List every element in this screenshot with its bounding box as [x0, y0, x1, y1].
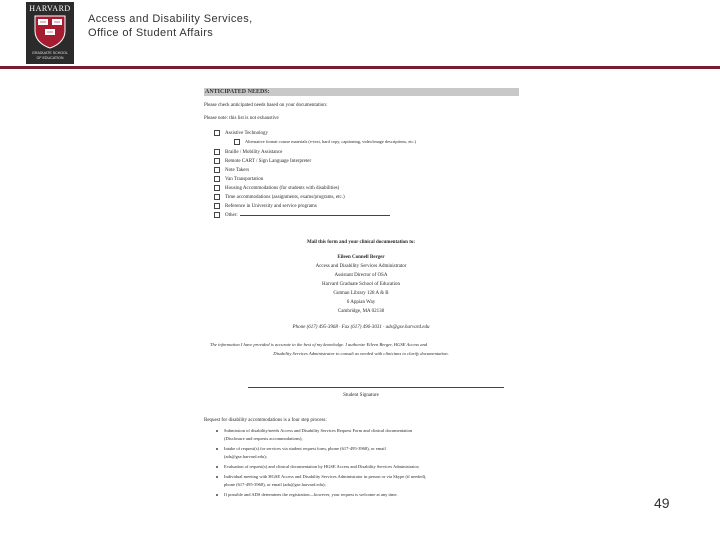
need-item-1: Alternative format course materials (e-text, hard copy, captioning, video/image descriptions, etc.): [234, 139, 416, 145]
checkbox-icon: [214, 149, 220, 155]
process-step: Individual meeting with HGSE Access and Disability Services Administrator in person or via Skype (if needed),: [216, 474, 426, 480]
bullet-icon: [216, 476, 218, 478]
header-title: [88, 12, 253, 40]
logo-subtitle-1: GRADUATE SCHOOL: [32, 51, 68, 55]
contact-line: Harvard Graduate School of Education: [321, 282, 401, 287]
need-item-7: Time accommodations (assignments, exams/programs, etc.): [214, 194, 345, 201]
logo-wordmark: HARVARD: [29, 4, 71, 13]
contact-line: Assistant Director of OSA: [334, 273, 388, 278]
signature-label: Student Signature: [343, 393, 379, 398]
bullet-icon: [216, 430, 218, 432]
checkbox-icon: [214, 167, 220, 173]
disclaimer-line-1: The information I have provided is accurate to the best of my knowledge. I authorize Eileen Berger, HGSE Access and: [210, 342, 428, 347]
process-step-cont: phone (617-495-3968), or email (ads@gse.harvard.edu);: [224, 482, 326, 487]
process-step-cont: (Disclosure and requests accommodations);: [224, 436, 303, 441]
checkbox-icon: [214, 130, 220, 136]
need-item-3: Remote CART / Sign Language Interpreter: [214, 158, 311, 165]
process-step: If possible and ADS determines the registration—however, your request is welcome at any time.: [216, 492, 398, 498]
need-item-2: Braille / Mobility Assistance: [214, 149, 282, 156]
harvard-gse-logo: [26, 2, 74, 64]
checkbox-icon: [214, 203, 220, 209]
header-title-line-1: Access and Disability Services,: [88, 13, 253, 25]
checkbox-icon: [214, 212, 220, 218]
contact-line: Gutman Library 128 A & B: [333, 291, 389, 296]
checkbox-icon: [214, 158, 220, 164]
header-title-line-2: Office of Student Affairs: [88, 27, 214, 39]
contact-name: Eileen Connell Berger: [337, 255, 385, 260]
logo-subtitle-2: OF EDUCATION: [36, 56, 64, 60]
bullet-icon: [216, 466, 218, 468]
contact-line: Cambridge, MA 02138: [337, 309, 385, 314]
shield-icon: [34, 15, 66, 49]
process-heading: Request for disability accommodations is a four step process:: [204, 418, 327, 423]
form-intro-1: Please check anticipated needs based on your documentation:: [204, 103, 328, 108]
need-item-4: Note Takers: [214, 167, 249, 174]
need-item-0: Assistive Technology: [214, 130, 268, 137]
bullet-icon: [216, 494, 218, 496]
need-item-9: Other:: [214, 212, 390, 219]
checkbox-icon: [214, 194, 220, 200]
need-item-5: Van Transportation: [214, 176, 263, 183]
slide-header: [0, 0, 720, 66]
process-step: Submission of disability/needs Access and Disability Services Request Form and clinical documentation: [216, 428, 412, 434]
mail-heading: Mail this form and your clinical documentation to:: [306, 240, 416, 245]
scanned-form: [196, 88, 526, 503]
process-step: Intake of request(s) for services via student request form, phone (617-495-3968), or email: [216, 446, 386, 452]
need-item-6: Housing Accommodations (for students with disabilities): [214, 185, 339, 192]
checkbox-icon: [214, 176, 220, 182]
form-intro-2: Please note: this list is not exhaustive: [204, 116, 279, 121]
process-step-cont: (ads@gse.harvard.edu);: [224, 454, 267, 459]
page-number: 49: [654, 495, 670, 511]
header-divider: [0, 66, 720, 69]
form-heading: ANTICIPATED NEEDS:: [204, 88, 519, 96]
need-item-8: Reference in University and service programs: [214, 203, 317, 210]
contact-line: 6 Appian Way: [346, 300, 376, 305]
disclaimer-line-2: Disability Services Administrator to consult as needed with clinicians to clarify documentation.: [273, 351, 449, 356]
checkbox-icon: [234, 139, 240, 145]
signature-line: [248, 387, 504, 388]
contact-phone-line: Phone (617) 495-3968 · Fax (617) 496-3031 · ads@gse.harvard.edu: [292, 325, 430, 330]
checkbox-icon: [214, 185, 220, 191]
bullet-icon: [216, 448, 218, 450]
process-step: Evaluation of request(s) and clinical documentation by HGSE Access and Disability Services Administrator;: [216, 464, 419, 470]
contact-line: Access and Disability Services Administrator: [315, 264, 407, 269]
